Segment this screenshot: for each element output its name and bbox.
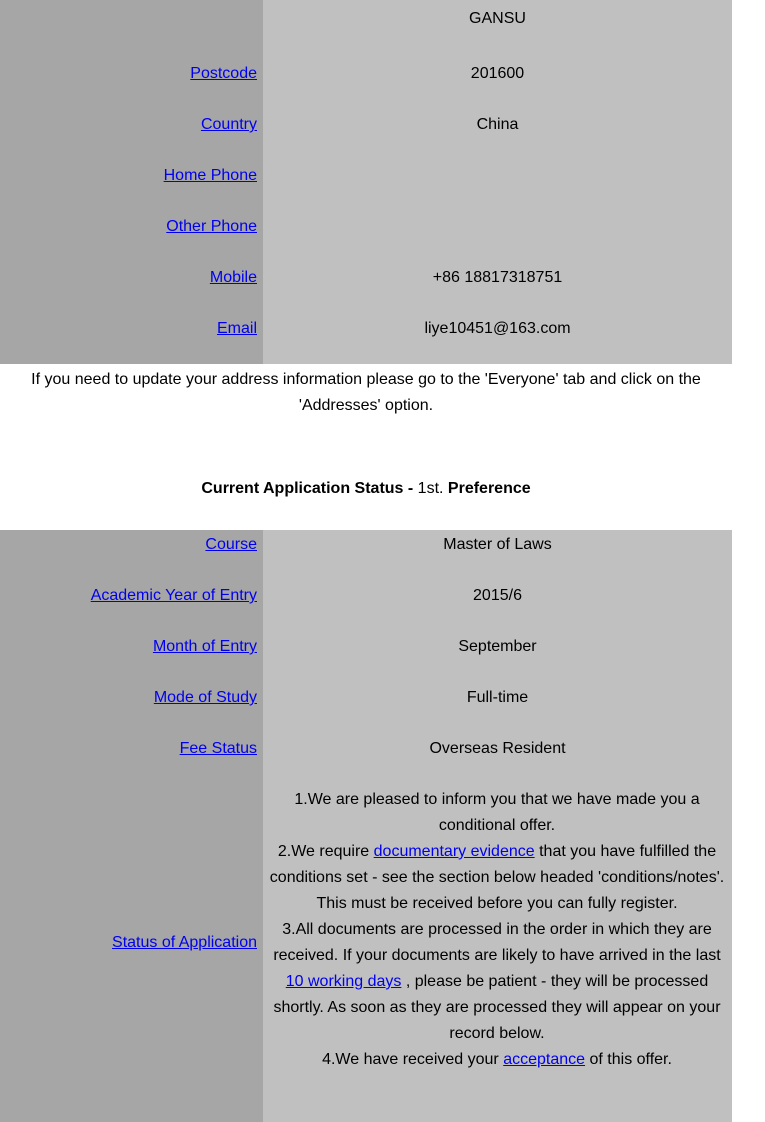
home-phone-link[interactable]: Home Phone (163, 167, 257, 184)
month-of-entry-value: September (458, 638, 537, 655)
working-days-link[interactable]: 10 working days (285, 973, 402, 990)
status-paragraph-2 (266, 839, 728, 917)
address-note-line2: 'Addresses' option. (298, 397, 434, 414)
status-p3-before: 3.All documents are processed in the order in which they are received. If your documents are likely to have arrived in the last (273, 921, 721, 964)
region-value: GANSU (469, 10, 526, 27)
country-link[interactable]: Country (200, 116, 257, 133)
address-label-column (0, 0, 263, 364)
address-table (0, 0, 732, 364)
country-value: China (476, 116, 519, 133)
documentary-evidence-link[interactable]: documentary evidence (373, 843, 535, 860)
email-value: liye10451@163.com (424, 320, 571, 337)
application-label-column (0, 530, 263, 1122)
address-update-note (0, 367, 732, 419)
heading-part1: Current Application Status - (201, 480, 414, 497)
application-status-heading (0, 479, 732, 499)
address-note-line1: If you need to update your address information please go to the 'Everyone' tab and click on the (31, 371, 701, 388)
mobile-value: +86 18817318751 (432, 269, 563, 286)
course-link[interactable]: Course (205, 536, 257, 553)
email-link[interactable]: Email (216, 320, 257, 337)
status-p4-before: 4.We have received your (322, 1051, 499, 1068)
acceptance-link[interactable]: acceptance (503, 1051, 586, 1068)
address-value-column (263, 0, 732, 364)
course-value: Master of Laws (443, 536, 552, 553)
heading-part2: 1st. (417, 480, 444, 497)
status-of-application-link[interactable]: Status of Application (112, 934, 257, 951)
status-p2-after: that you have fulfilled the conditions set - see the section below headed 'conditions/notes'. This must be received before you can fully register. (269, 843, 725, 912)
status-paragraph-3 (266, 917, 728, 1047)
mobile-link[interactable]: Mobile (209, 269, 257, 286)
mode-of-study-link[interactable]: Mode of Study (153, 689, 257, 706)
other-phone-link[interactable]: Other Phone (166, 218, 257, 235)
academic-year-value: 2015/6 (473, 587, 522, 604)
academic-year-link[interactable]: Academic Year of Entry (90, 587, 257, 604)
fee-status-value: Overseas Resident (429, 740, 566, 757)
status-p4-after: of this offer. (589, 1051, 672, 1068)
status-p2-before: 2.We require (277, 843, 370, 860)
fee-status-link[interactable]: Fee Status (179, 740, 257, 757)
postcode-link[interactable]: Postcode (190, 65, 257, 82)
status-paragraph-1: 1.We are pleased to inform you that we have made you a conditional offer. (294, 791, 700, 834)
postcode-value: 201600 (470, 65, 525, 82)
status-of-application-text (266, 787, 728, 1073)
mode-of-study-value: Full-time (466, 689, 529, 706)
heading-part3: Preference (447, 480, 531, 497)
status-paragraph-4 (266, 1047, 728, 1073)
status-p3-after: , please be patient - they will be processed shortly. As soon as they are processed they will appear on your record below. (273, 973, 721, 1042)
month-of-entry-link[interactable]: Month of Entry (152, 638, 257, 655)
